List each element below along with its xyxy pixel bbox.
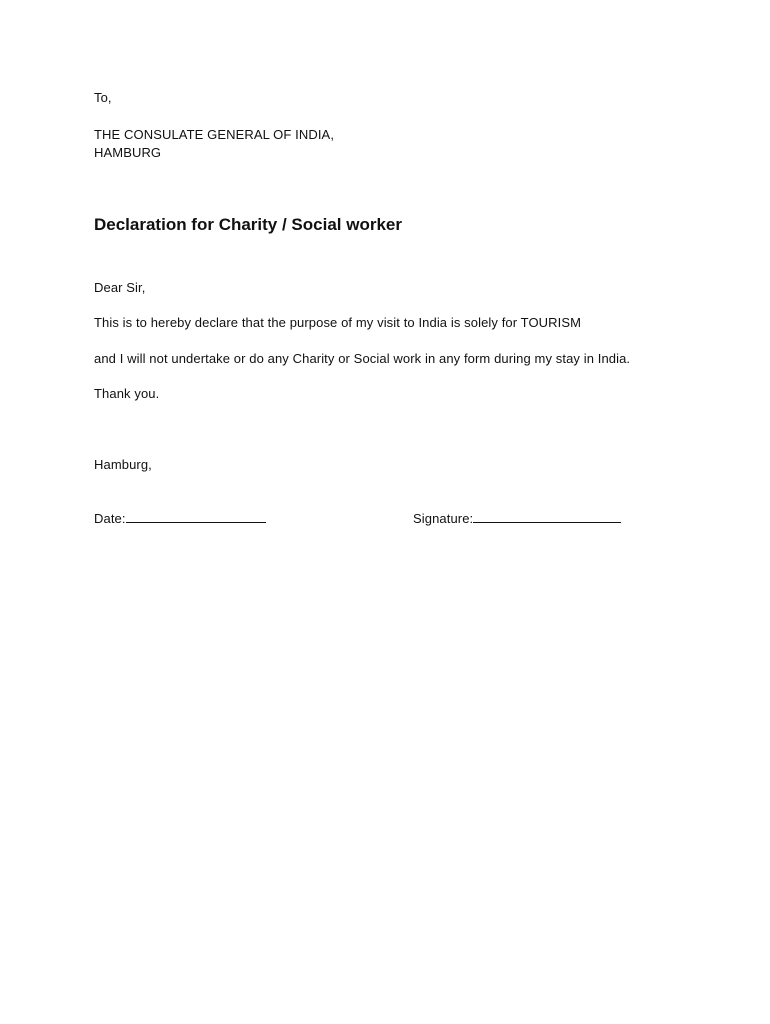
recipient-to: To, — [94, 90, 112, 105]
signature-blank-line[interactable] — [473, 511, 621, 523]
declaration-paragraph-2: and I will not undertake or do any Charity or Social work in any form during my stay in India. — [94, 351, 631, 366]
recipient-address — [94, 126, 334, 162]
signature-label: Signature: — [413, 511, 474, 526]
date-label: Date: — [94, 511, 126, 526]
place: Hamburg, — [94, 457, 152, 472]
date-field — [94, 511, 266, 527]
closing: Thank you. — [94, 386, 160, 401]
salutation: Dear Sir, — [94, 280, 146, 295]
signature-field — [413, 511, 621, 527]
date-blank-line[interactable] — [126, 511, 266, 523]
recipient-line-1: THE CONSULATE GENERAL OF INDIA, — [94, 127, 335, 142]
declaration-paragraph-1: This is to hereby declare that the purpose of my visit to India is solely for TOURISM — [94, 315, 582, 330]
recipient-line-2: HAMBURG — [94, 145, 162, 160]
document-title: Declaration for Charity / Social worker — [94, 215, 402, 234]
